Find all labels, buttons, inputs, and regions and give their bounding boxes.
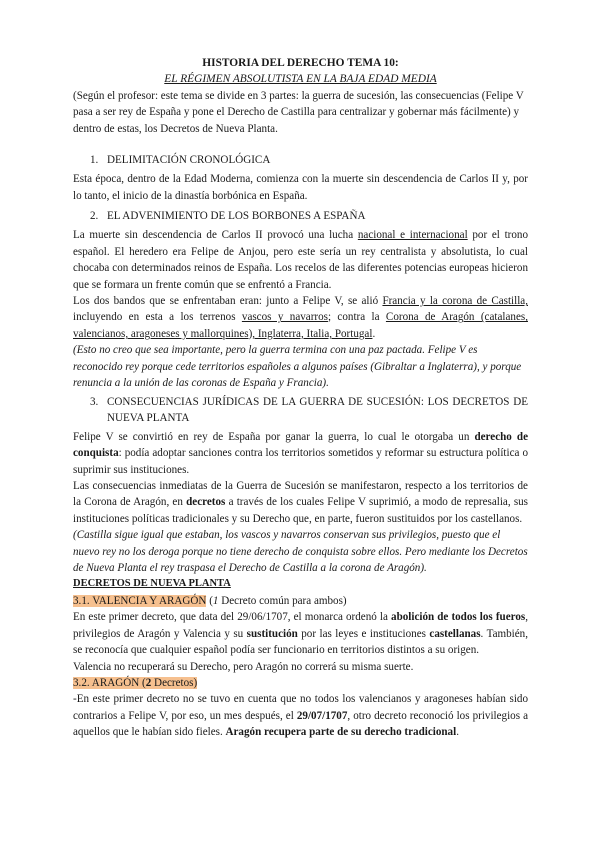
section-3-number: 3. xyxy=(90,396,99,408)
section-3-note: (Castilla sigue igual que estaban, los vascos y navarros conservan sus privilegios, puesto que el nuevo rey no los deroga porque no tiene derecho de conquista sobre ellos. Pero mediante los Decretos de Nueva Planta el rey traspasa el Derecho de Castilla a la corona de Aragón). xyxy=(73,529,528,575)
decretos-heading: DECRETOS DE NUEVA PLANTA xyxy=(73,578,231,590)
underlined-phrase: Corona de Aragón (catalanes, valencianos, aragoneses y mallorquines), Inglaterra, Italia, Portugal xyxy=(73,311,528,340)
bold-date: 29/07/1707 xyxy=(296,709,348,722)
intro-paragraph xyxy=(73,88,528,137)
text-run: por las leyes e instituciones xyxy=(297,627,430,640)
bold-phrase: sustitución xyxy=(246,627,298,640)
text-run: a través de los cuales Felipe V suprimió, a modo de represalia, sus instituciones políticas tradicionales y su Derecho que, en parte, fueron sustituidos por los castellanos. xyxy=(73,496,528,525)
text-run: Felipe V se convirtió en rey de España por ganar la guerra, lo cual le otorgaba un xyxy=(73,430,475,443)
subsection-3-1-heading xyxy=(73,593,528,609)
section-2-paragraph-2 xyxy=(73,293,528,342)
section-2-note: (Esto no creo que sea importante, pero la guerra termina con una paz pactada. Felipe V es reconocido rey porque cede territorios españoles a algunos países (Gibraltar a Inglaterra), y porque renuncia a la unión de las coronas de España y Francia). xyxy=(73,344,522,390)
text-run: ; contra la xyxy=(327,311,386,324)
text-run: La muerte sin descendencia de Carlos II provocó una lucha xyxy=(73,229,358,242)
underlined-phrase: vascos y navarros xyxy=(241,311,328,324)
section-3-paragraph-2 xyxy=(73,478,528,527)
text-run: 3.2. ARAGÓN ( xyxy=(73,676,146,689)
text-run: . También, se reconocía que cualquier español podía ser funcionario en territorios distintos a su origen. xyxy=(73,627,528,657)
section-1-heading xyxy=(73,152,528,168)
subsection-3-2-heading xyxy=(73,675,528,691)
section-3-paragraph-1 xyxy=(73,429,528,478)
text-run: Las consecuencias inmediatas de la Guerra de Sucesión se manifestaron, respecto a los territorios de la Corona de Aragón, en xyxy=(73,480,528,509)
section-2-title: EL ADVENIMIENTO DE LOS BORBONES A ESPAÑA xyxy=(107,210,366,222)
text-run: : podía adoptar sanciones contra los territorios sometidos y reformar su estructura política o suprimir sus instituciones. xyxy=(73,447,528,476)
text-run: Los dos bandos que se enfrentaban eran: junto a Felipe V, se alió xyxy=(73,295,383,308)
bold-phrase: castellanas xyxy=(429,627,481,640)
section-1-text: Esta época, dentro de la Edad Moderna, comienza con la muerte sin descendencia de Carlos II y, por lo tanto, el inicio de la dinastía borbónica en España. xyxy=(73,173,528,202)
text-run: . xyxy=(456,726,459,739)
text-run: Decreto común para ambos) xyxy=(218,594,347,607)
section-1-number: 1. xyxy=(90,154,99,166)
text-run: incluyendo en esta a los terrenos xyxy=(73,311,242,324)
underlined-phrase: Francia y la corona de Castilla, xyxy=(382,295,528,308)
bold-number: 2 xyxy=(145,676,152,689)
text-run: ( xyxy=(206,594,213,607)
section-1 xyxy=(73,152,528,204)
text-run: por el trono español. El heredero era Felipe de Anjou, pero este sería un rey centralista y absolutista, lo cual chocaba con determinados reinos de España. Los recelos de las diferentes potencias europeas hicieron que se formara un frente común que se enfrentó a Francia. xyxy=(73,229,528,291)
text-run: . xyxy=(372,327,376,340)
subsection-3-2-paragraph-1 xyxy=(73,691,528,740)
text-run: Decretos) xyxy=(151,676,198,689)
section-2-paragraph-1 xyxy=(73,227,528,293)
text-run: En este primer decreto, que data del 29/06/1707, el monarca ordenó la xyxy=(73,611,392,624)
subsection-3-1-label: 3.1. VALENCIA Y ARAGÓN xyxy=(73,594,207,607)
section-1-title: DELIMITACIÓN CRONOLÓGICA xyxy=(107,154,271,166)
bold-phrase: Aragón recupera parte de su derecho tradicional xyxy=(225,726,457,739)
intro-text: (Según el profesor: este tema se divide en 3 partes: la guerra de sucesión, las consecuencias (Felipe V pasa a ser rey de España y pone el Derecho de Castilla para centralizar y gobernar más fácilmente) y dentro de estas, los Decretos de Nueva Planta. xyxy=(73,90,524,135)
subsection-3-2-label xyxy=(73,677,197,689)
section-2-number: 2. xyxy=(90,210,99,222)
bold-phrase: abolición de todos los fueros xyxy=(391,611,526,624)
text-run: , privilegios de Aragón y Valencia y su xyxy=(73,611,528,640)
italic-number: 1 xyxy=(212,594,219,607)
section-2-heading xyxy=(73,208,528,224)
section-3-title: CONSECUENCIAS JURÍDICAS DE LA GUERRA DE SUCESIÓN: LOS DECRETOS DE NUEVA PLANTA xyxy=(107,396,528,425)
section-2 xyxy=(73,208,528,391)
section-3 xyxy=(73,394,528,741)
document-title: HISTORIA DEL DERECHO TEMA 10: xyxy=(202,57,399,69)
bold-phrase: derecho de conquista xyxy=(73,430,529,460)
bold-phrase: decretos xyxy=(186,496,226,509)
text-run: , otro decreto reconoció los privilegios a aquellos que le habían sido fieles. xyxy=(73,709,529,739)
subsection-3-1-paragraph-2: Valencia no recuperará su Derecho, pero Aragón no correrá su misma suerte. xyxy=(73,660,414,673)
subsection-3-1-paragraph-1 xyxy=(73,609,528,658)
underlined-phrase: nacional e internacional xyxy=(357,229,468,242)
document-subtitle: EL RÉGIMEN ABSOLUTISTA EN LA BAJA EDAD MEDIA xyxy=(164,73,437,85)
text-run: -En este primer decreto no se tuvo en cuenta que no todos los valencianos y aragoneses habían sido contrarios a Felipe V, por eso, un mes después, el xyxy=(73,693,528,722)
section-3-heading xyxy=(73,394,528,427)
